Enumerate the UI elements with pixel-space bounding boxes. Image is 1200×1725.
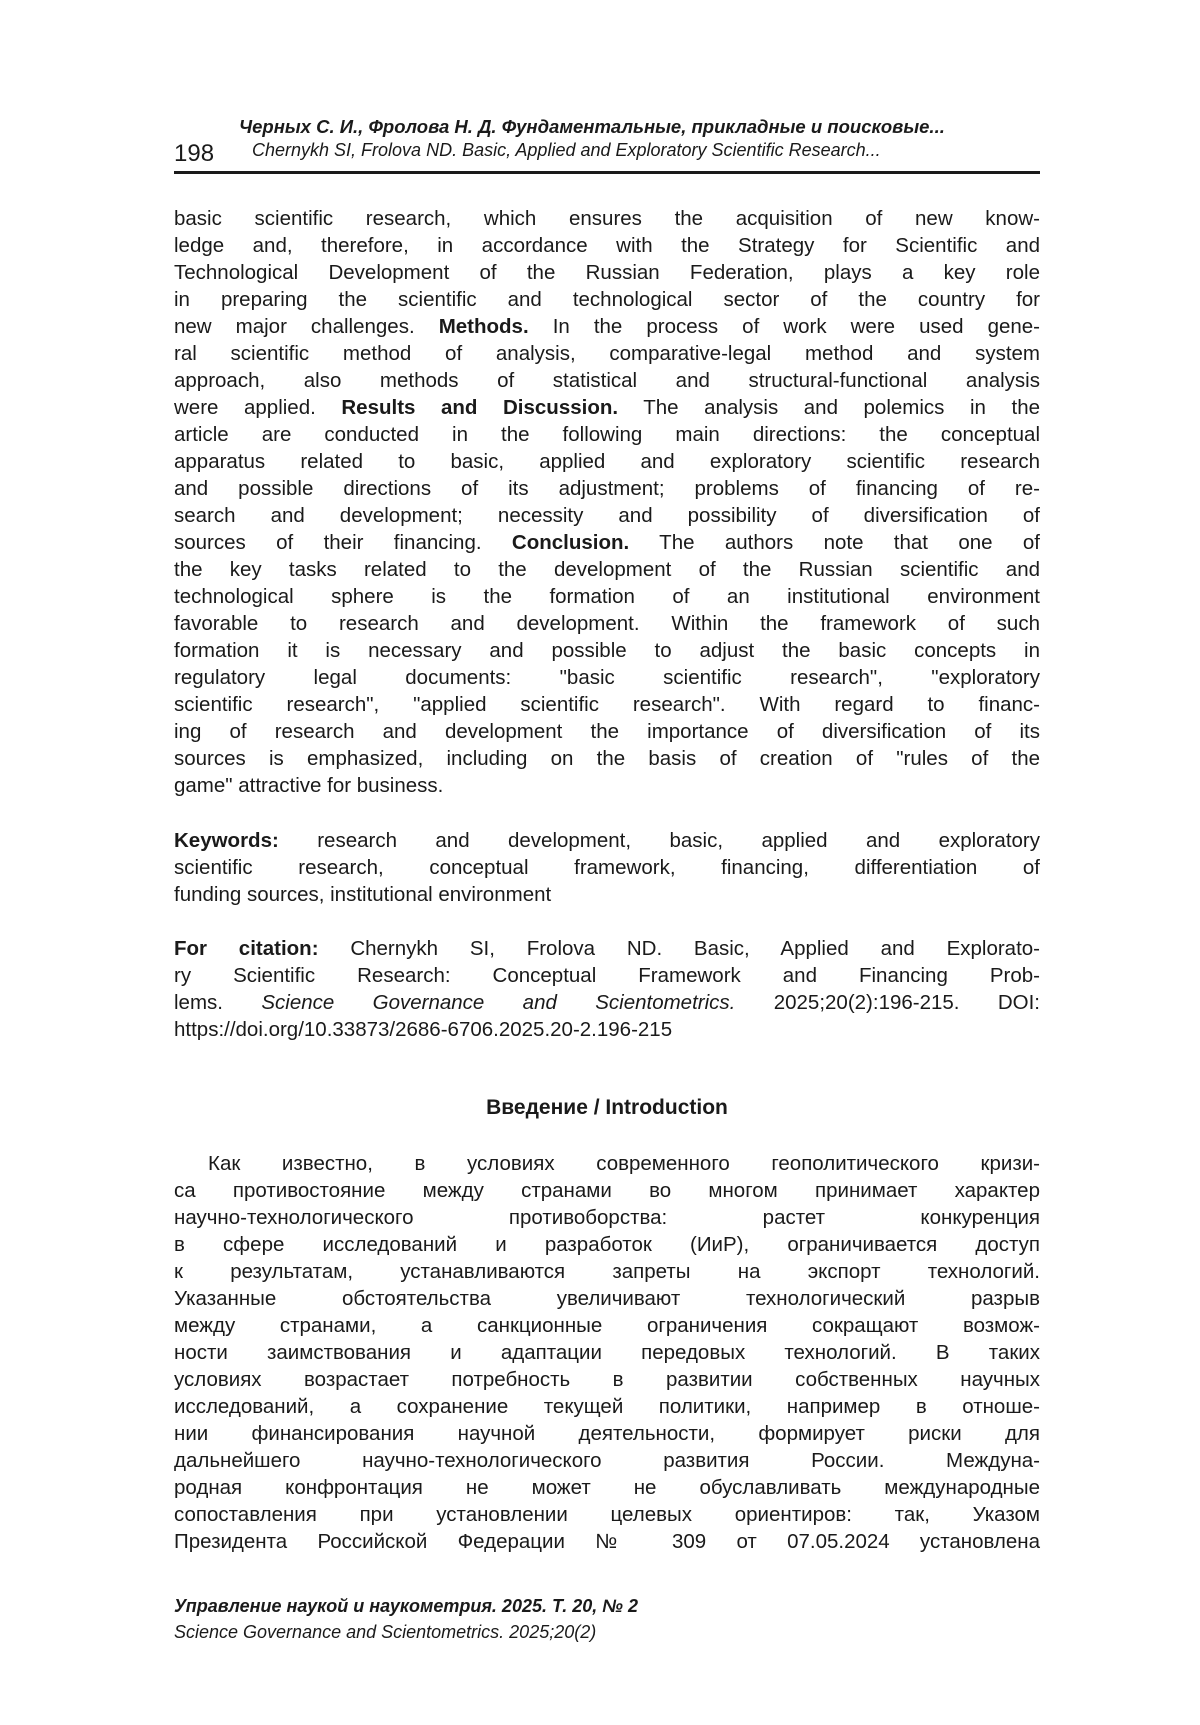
text-line: [174, 286, 1040, 313]
text-line: [174, 1366, 1040, 1393]
text-line: [174, 1231, 1040, 1258]
text-run: ности заимствования и адаптации передовых технологий. В таких: [174, 1341, 1040, 1364]
text-line: [174, 205, 1040, 232]
text-line: [174, 854, 1040, 881]
introduction-paragraph: [174, 1150, 1040, 1555]
text-line: [174, 340, 1040, 367]
text-line: [174, 1474, 1040, 1501]
header-rule: [174, 171, 1040, 174]
text-line: [174, 1016, 1040, 1043]
page-number: 198: [174, 140, 214, 168]
text-run: basic scientific research, which ensures the acquisition of new know-: [174, 207, 1040, 230]
text-run: in preparing the scientific and technological sector of the country for: [174, 288, 1040, 311]
text-line: [174, 1420, 1040, 1447]
bold-label: Conclusion.: [512, 531, 629, 554]
text-run: the key tasks related to the development of the Russian scientific and: [174, 558, 1040, 581]
text-run: Technological Development of the Russian Federation, plays a key role: [174, 261, 1040, 284]
text-line: [174, 772, 1040, 799]
text-line: [174, 1150, 1040, 1177]
text-line: [174, 1339, 1040, 1366]
text-run: родная конфронтация не может не обуславливать международные: [174, 1476, 1040, 1499]
text-run: sources is emphasized, including on the basis of creation of "rules of the: [174, 747, 1040, 770]
text-run: между странами, а санкционные ограничения сокращают возмож-: [174, 1314, 1040, 1337]
text-run: lems.: [174, 991, 261, 1014]
text-run: search and development; necessity and possibility of diversification of: [174, 504, 1040, 527]
text-run: сопоставления при установлении целевых ориентиров: так, Указом: [174, 1503, 1040, 1526]
text-line: [174, 718, 1040, 745]
citation-paragraph: [174, 935, 1040, 1043]
text-line: [174, 935, 1040, 962]
text-line: [174, 1312, 1040, 1339]
text-line: [174, 664, 1040, 691]
text-run: Указанные обстоятельства увеличивают технологический разрыв: [174, 1287, 1040, 1310]
text-line: [174, 1177, 1040, 1204]
text-line: [174, 881, 1040, 908]
text-line: [174, 637, 1040, 664]
text-line: [174, 448, 1040, 475]
footer-journal-en: Science Governance and Scientometrics. 2025;20(2): [174, 1622, 596, 1643]
text-line: [174, 1501, 1040, 1528]
section-heading: Введение / Introduction: [174, 1096, 1040, 1120]
running-title-en: Chernykh SI, Frolova ND. Basic, Applied and Exploratory Scientific Research...: [252, 140, 881, 161]
text-run: ledge and, therefore, in accordance with the Strategy for Scientific and: [174, 234, 1040, 257]
text-run: научно-технологического противоборства: растет конкуренция: [174, 1206, 1040, 1229]
text-line: [174, 583, 1040, 610]
text-line: [174, 529, 1040, 556]
text-line: [174, 394, 1040, 421]
text-run: formation it is necessary and possible to adjust the basic concepts in: [174, 639, 1040, 662]
text-run: дальнейшего научно-технологического развития России. Междуна-: [174, 1449, 1040, 1472]
text-run: technological sphere is the formation of an institutional environment: [174, 585, 1040, 608]
text-line: [174, 1528, 1040, 1555]
text-run: article are conducted in the following main directions: the conceptual: [174, 423, 1040, 446]
text-run: new major challenges.: [174, 315, 439, 338]
bold-label: For citation:: [174, 937, 319, 960]
text-run: условиях возрастает потребность в развитии собственных научных: [174, 1368, 1040, 1391]
footer-journal-ru: Управление наукой и наукометрия. 2025. Т. 20, № 2: [174, 1596, 638, 1617]
text-line: [174, 827, 1040, 854]
text-run: regulatory legal documents: "basic scientific research", "exploratory: [174, 666, 1040, 689]
text-run: в сфере исследований и разработок (ИиР), ограничивается доступ: [174, 1233, 1040, 1256]
text-run: нии финансирования научной деятельности, формирует риски для: [174, 1422, 1040, 1445]
text-run: ing of research and development the importance of diversification of its: [174, 720, 1040, 743]
text-run: Как известно, в условиях современного геополитического кризи-: [208, 1152, 1040, 1175]
text-run: ral scientific method of analysis, comparative-legal method and system: [174, 342, 1040, 365]
text-run: Chernykh SI, Frolova ND. Basic, Applied and Explorato-: [319, 937, 1040, 960]
text-run: scientific research", "applied scientific research". With regard to financ-: [174, 693, 1040, 716]
text-line: [174, 1258, 1040, 1285]
text-line: [174, 367, 1040, 394]
text-run: к результатам, устанавливаются запреты на экспорт технологий.: [174, 1260, 1040, 1283]
text-run: https://doi.org/10.33873/2686-6706.2025.20-2.196-215: [174, 1018, 672, 1041]
keywords-paragraph: [174, 827, 1040, 908]
text-run: favorable to research and development. Within the framework of such: [174, 612, 1040, 635]
text-run: and possible directions of its adjustment; problems of financing of re-: [174, 477, 1040, 500]
text-line: [174, 1204, 1040, 1231]
text-run: scientific research, conceptual framework, financing, differentiation of: [174, 856, 1040, 879]
text-run: са противостояние между странами во многом принимает характер: [174, 1179, 1040, 1202]
text-run: were applied.: [174, 396, 341, 419]
text-line: [174, 421, 1040, 448]
abstract-paragraph: [174, 205, 1040, 799]
text-run: The analysis and polemics in the: [618, 396, 1040, 419]
text-line: [174, 962, 1040, 989]
text-line: [174, 691, 1040, 718]
text-line: [174, 989, 1040, 1016]
text-run: approach, also methods of statistical and structural-functional analysis: [174, 369, 1040, 392]
text-run: sources of their financing.: [174, 531, 512, 554]
text-line: [174, 259, 1040, 286]
running-title-ru: Черных С. И., Фролова Н. Д. Фундаментальные, прикладные и поисковые...: [239, 116, 945, 138]
text-line: [174, 502, 1040, 529]
text-line: [174, 556, 1040, 583]
text-line: [174, 1393, 1040, 1420]
text-run: game" attractive for business.: [174, 774, 443, 797]
bold-label: Methods.: [439, 315, 529, 338]
text-run: apparatus related to basic, applied and exploratory scientific research: [174, 450, 1040, 473]
text-run: In the process of work were used gene-: [529, 315, 1040, 338]
text-line: [174, 1447, 1040, 1474]
text-run: ry Scientific Research: Conceptual Framework and Financing Prob-: [174, 964, 1040, 987]
bold-label: Keywords:: [174, 829, 279, 852]
text-run: funding sources, institutional environment: [174, 883, 551, 906]
text-run: 2025;20(2):196-215. DOI:: [735, 991, 1040, 1014]
text-line: [174, 1285, 1040, 1312]
italic-text: Science Governance and Scientometrics.: [261, 991, 735, 1014]
text-line: [174, 745, 1040, 772]
text-run: research and development, basic, applied and exploratory: [279, 829, 1040, 852]
text-line: [174, 313, 1040, 340]
text-run: исследований, а сохранение текущей политики, например в отноше-: [174, 1395, 1040, 1418]
text-run: Президента Российской Федерации № 309 от 07.05.2024 установлена: [174, 1530, 1040, 1553]
bold-label: Results and Discussion.: [341, 396, 618, 419]
text-line: [174, 610, 1040, 637]
text-line: [174, 232, 1040, 259]
text-run: The authors note that one of: [629, 531, 1040, 554]
text-line: [174, 475, 1040, 502]
